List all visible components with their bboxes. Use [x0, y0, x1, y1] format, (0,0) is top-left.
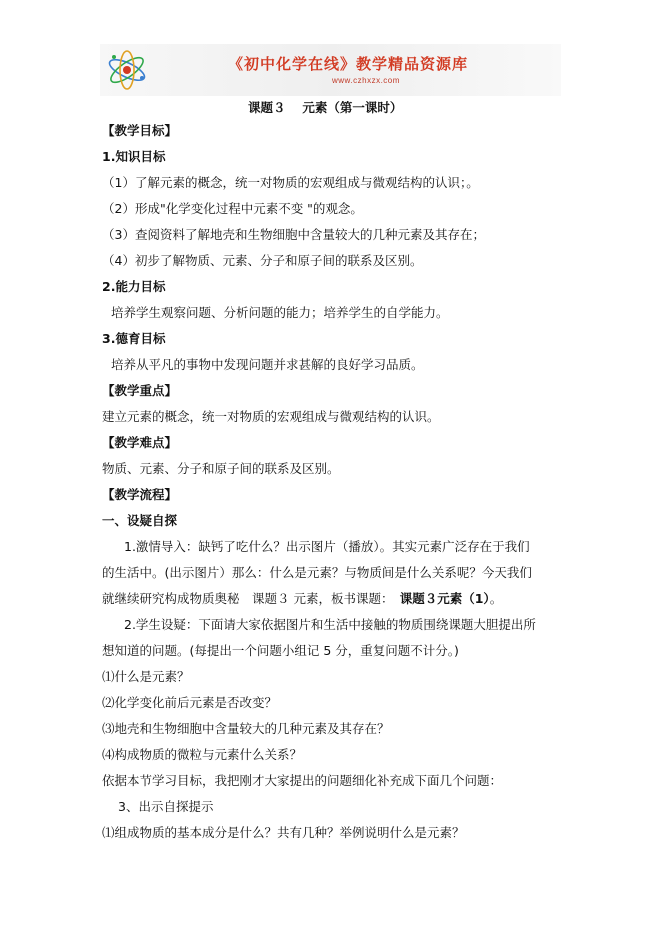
- summary-line: 依据本节学习目标，我把刚才大家提出的问题细化补充成下面几个问题：: [102, 773, 503, 788]
- ability-goal-text: 培养学生观察问题、分析问题的能力；培养学生的自学能力。: [111, 305, 449, 320]
- intro-end: 。: [489, 591, 503, 606]
- question-item: ⑷构成物质的微粒与元素什么关系？: [102, 747, 303, 762]
- atom-logo-icon: [104, 48, 150, 92]
- board-title: 课题３元素（1）: [399, 591, 490, 606]
- intro-text: 就继续研究构成物质奥秘 课题３ 元素，板书课题：: [102, 591, 400, 606]
- key-point-text: 建立元素的概念，统一对物质的宏观组成与微观结构的认识。: [102, 409, 440, 424]
- moral-goal-heading: 3.德育目标: [102, 331, 166, 346]
- banner-url: www.czhxzx.com: [332, 76, 400, 85]
- difficult-point-text: 物质、元素、分子和原子间的联系及区别。: [102, 461, 340, 476]
- question-item: ⑴什么是元素？: [102, 669, 190, 684]
- difficult-point-heading: 【教学难点】: [102, 435, 178, 450]
- knowledge-item: （4）初步了解物质、元素、分子和原子间的联系及区别。: [102, 253, 423, 268]
- intro-paragraph-line: 1.激情导入：缺钙了吃什么？出示图片（播放）。其实元素广泛存在于我们: [124, 539, 530, 554]
- knowledge-goal-heading: 1.知识目标: [102, 149, 166, 164]
- intro-paragraph-line: [102, 590, 502, 608]
- teaching-process-heading: 【教学流程】: [102, 487, 178, 502]
- lesson-title: 课题３ 元素（第一课时）: [248, 100, 403, 115]
- teaching-goals-heading: 【教学目标】: [102, 123, 178, 138]
- question-paragraph-line: 2.学生设疑：下面请大家依据图片和生活中接触的物质围绕课题大胆提出所: [124, 617, 536, 632]
- question-item: ⑵化学变化前后元素是否改变？: [102, 695, 278, 710]
- banner-title: 《初中化学在线》教学精品资源库: [228, 55, 469, 73]
- hint-heading: 3、出示自探提示: [118, 799, 214, 814]
- ability-goal-heading: 2.能力目标: [102, 279, 166, 294]
- knowledge-item: （3）查阅资料了解地壳和生物细胞中含量较大的几种元素及其存在；: [102, 227, 485, 242]
- part-one-heading: 一、设疑自探: [102, 513, 178, 528]
- key-point-heading: 【教学重点】: [102, 383, 178, 398]
- resource-banner: [100, 44, 561, 96]
- knowledge-item: （1）了解元素的概念，统一对物质的宏观组成与微观结构的认识；。: [102, 175, 479, 190]
- knowledge-item: （2）形成"化学变化过程中元素不变 "的观念。: [102, 201, 363, 216]
- hint-question: ⑴组成物质的基本成分是什么？共有几种？举例说明什么是元素？: [102, 825, 465, 840]
- question-item: ⑶地壳和生物细胞中含量较大的几种元素及其存在？: [102, 721, 390, 736]
- question-paragraph-line: 想知道的问题。(每提出一个问题小组记 5 分，重复问题不计分。): [102, 643, 459, 658]
- intro-paragraph-line: 的生活中。(出示图片）那么：什么是元素？与物质间是什么关系呢？今天我们: [102, 565, 532, 580]
- moral-goal-text: 培养从平凡的事物中发现问题并求甚解的良好学习品质。: [111, 357, 424, 372]
